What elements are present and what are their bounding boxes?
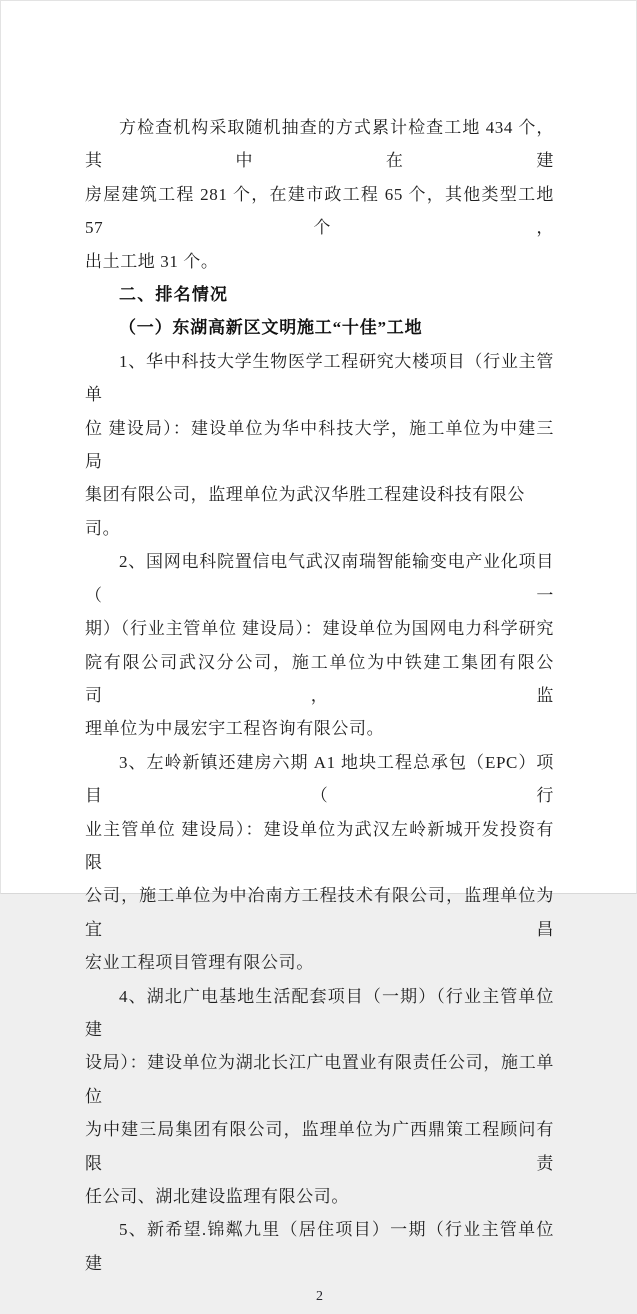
- text-line: 房屋建筑工程 281 个，在建市政工程 65 个，其他类型工地 57 个，: [85, 184, 554, 238]
- text-line: 期）（行业主管单位 建设局）：建设单位为国网电力科学研究: [85, 619, 554, 639]
- text-line: 院有限公司武汉分公司，施工单位为中铁建工集团有限公司，监: [85, 652, 554, 705]
- text-line: 3、左岭新镇还建房六期 A1 地块工程总承包（EPC）项目（行: [85, 752, 554, 806]
- item-paragraph-4: [85, 980, 554, 1214]
- text-line: 2、国网电科院置信电气武汉南瑞智能输变电产业化项目（一: [85, 552, 554, 605]
- intro-paragraph: [85, 111, 554, 278]
- text-line: 出土工地 31 个。: [85, 251, 219, 271]
- page-content: [85, 111, 554, 1314]
- text-line: 4、湖北广电基地生活配套项目（一期）（行业主管单位 建: [85, 986, 554, 1039]
- section-heading: 二、排名情况: [119, 285, 229, 305]
- item-paragraph-2: [85, 545, 554, 745]
- text-line: 位 建设局）：建设单位为华中科技大学，施工单位为中建三局: [85, 418, 554, 472]
- text-line: 设局）：建设单位为湖北长江广电置业有限责任公司，施工单位: [85, 1053, 554, 1106]
- item-paragraph-5: [85, 1213, 554, 1280]
- text-line: 任公司、湖北建设监理有限公司。: [85, 1187, 349, 1206]
- subsection-heading: （一）东湖高新区文明施工“十佳”工地: [119, 318, 423, 338]
- text-line: 理单位为中晟宏宇工程咨询有限公司。: [85, 719, 385, 739]
- text-line: 5、新希望.锦粼九里（居住项目）一期（行业主管单位 建: [85, 1220, 554, 1273]
- text-line: 为中建三局集团有限公司，监理单位为广西鼎策工程顾问有限责: [85, 1120, 554, 1173]
- item-paragraph-1: [85, 345, 554, 545]
- text-line: 宏业工程项目管理有限公司。: [85, 953, 314, 973]
- page-number: 2: [316, 1289, 323, 1305]
- text-line: 方检查机构采取随机抽查的方式累计检查工地 434 个，其中在建: [85, 118, 554, 171]
- text-line: 公司，施工单位为中冶南方工程技术有限公司，监理单位为宜昌: [85, 886, 554, 939]
- item-paragraph-3: [85, 746, 554, 980]
- text-line: 业主管单位 建设局）：建设单位为武汉左岭新城开发投资有限: [85, 819, 554, 872]
- text-line: 集团有限公司，监理单位为武汉华胜工程建设科技有限公司。: [85, 485, 525, 538]
- text-line: 1、华中科技大学生物医学工程研究大楼项目（行业主管单: [85, 351, 554, 405]
